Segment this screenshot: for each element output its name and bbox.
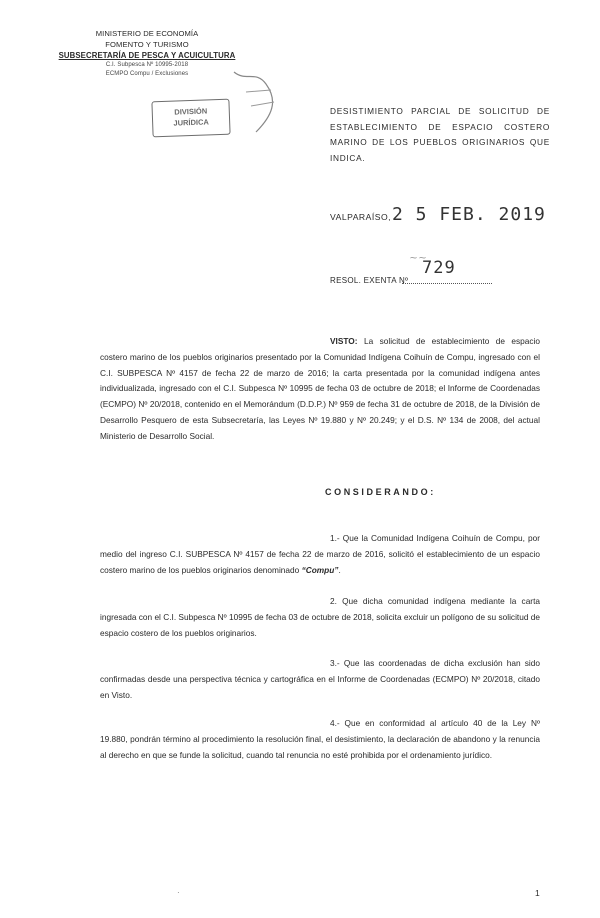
considerando-4-first-line: 4.- Que en conformidad al artículo 40 de la Ley xyxy=(330,718,527,728)
considerando-4-body: Nº 19.880, pondrán término al procedimiento la resolución final, el desistimiento, la declaración de abandono y la renuncia al derecho en que se funde la solicitud, cuando tal renuncia no esté prohibida por el ordenamiento jurídico. xyxy=(100,718,540,760)
letterhead xyxy=(52,28,242,79)
reference-subject: ECMPO Compu / Exclusiones xyxy=(105,71,189,77)
resolution-number: 729 xyxy=(422,258,456,278)
ministry-name-line2: FOMENTO Y TURISMO xyxy=(105,40,189,49)
considerando-2-first-line: 2. Que dicha comunidad indígena mediante la xyxy=(330,596,517,606)
considerando-3-body: han sido confirmadas desde una perspectiva técnica y cartográfica en el Informe de Coordenadas (ECMPO) Nº 20/2018, citado en Visto. xyxy=(100,658,540,700)
resolution-dotted-line xyxy=(402,283,492,284)
date-stamp: 2 5 FEB. 2019 xyxy=(392,204,546,225)
stamp-line-2: JURÍDICA xyxy=(173,117,210,128)
considerando-2 xyxy=(100,594,540,641)
reference-code: C.I. Subpesca Nº 10995-2018 xyxy=(105,62,189,68)
footer-mark: · xyxy=(177,888,180,897)
considerando-1-first-line: 1.- Que la Comunidad Indígena Coihuín de xyxy=(330,533,493,543)
page-number: 1 xyxy=(535,888,540,898)
considerando-1-body: Compu, por medio del ingreso C.I. SUBPESCA Nº 4157 de fecha 22 de marzo de 2016, solicitó el establecimiento de un espacio costero marino de los pueblos originarios denominado xyxy=(100,533,540,575)
considerando-1-end: . xyxy=(338,564,341,575)
date-row xyxy=(330,204,560,234)
juridica-stamp xyxy=(151,99,230,138)
initials-mark: ⁓ ⁓ xyxy=(410,255,426,262)
visto-label: VISTO: xyxy=(330,336,358,346)
espacio-name: “Compu” xyxy=(301,564,339,575)
visto-paragraph xyxy=(100,334,540,445)
visto-body: espacio costero marino de los pueblos originarios presentado por la Comunidad Indígena Coihuín de Compu, ingresado con el C.I. SUBPESCA Nº 4157 de fecha 22 de marzo de 2016; la carta presentada por la comunidad indígena antes individualizada, ingresado con el C.I. Subpesca Nº 10995 de fecha 03 de octubre de 2018; el Informe de Coordenadas (ECMPO) Nº 20/2018, contenido en el Memorándum (D.D.P.) Nº 959 de fecha 31 de octubre de 2018, de la División de Desarrollo Pesquero de esta Subsecretaría, las Leyes Nº 19.880 y Nº 20.249; y el D.S. Nº 134 de 2008, del actual Ministerio de Desarrollo Social. xyxy=(100,336,541,441)
document-subject: DESISTIMIENTO PARCIAL DE SOLICITUD DE ESTABLECIMIENTO DE ESPACIO COSTERO MARINO DE LOS PUEBLOS ORIGINARIOS QUE INDICA. xyxy=(330,106,550,163)
visto-first-line: La solicitud de establecimiento de xyxy=(363,336,505,346)
undersecretariat-name: SUBSECRETARÍA DE PESCA Y ACUICULTURA xyxy=(58,51,236,60)
considerando-heading: CONSIDERANDO: xyxy=(325,487,436,497)
considerando-2-body: carta ingresada con el C.I. Subpesca Nº 10995 de fecha 03 de octubre de 2018, solicita excluir un polígono de su solicitud de espacio costero de los pueblos originarios. xyxy=(100,596,540,638)
signature-mark xyxy=(226,62,296,142)
considerando-3-first-line: 3.- Que las coordenadas de dicha exclusión xyxy=(330,658,503,668)
considerando-4 xyxy=(100,716,540,763)
resolution-row xyxy=(330,257,560,287)
considerando-3 xyxy=(100,656,540,703)
stamp-line-1: DIVISIÓN xyxy=(174,106,208,117)
ministry-name: MINISTERIO DE ECONOMÍA xyxy=(95,29,199,38)
resolution-label: RESOL. EXENTA Nº xyxy=(330,276,409,285)
place-label: VALPARAÍSO, xyxy=(330,212,392,222)
considerando-1 xyxy=(100,531,540,578)
